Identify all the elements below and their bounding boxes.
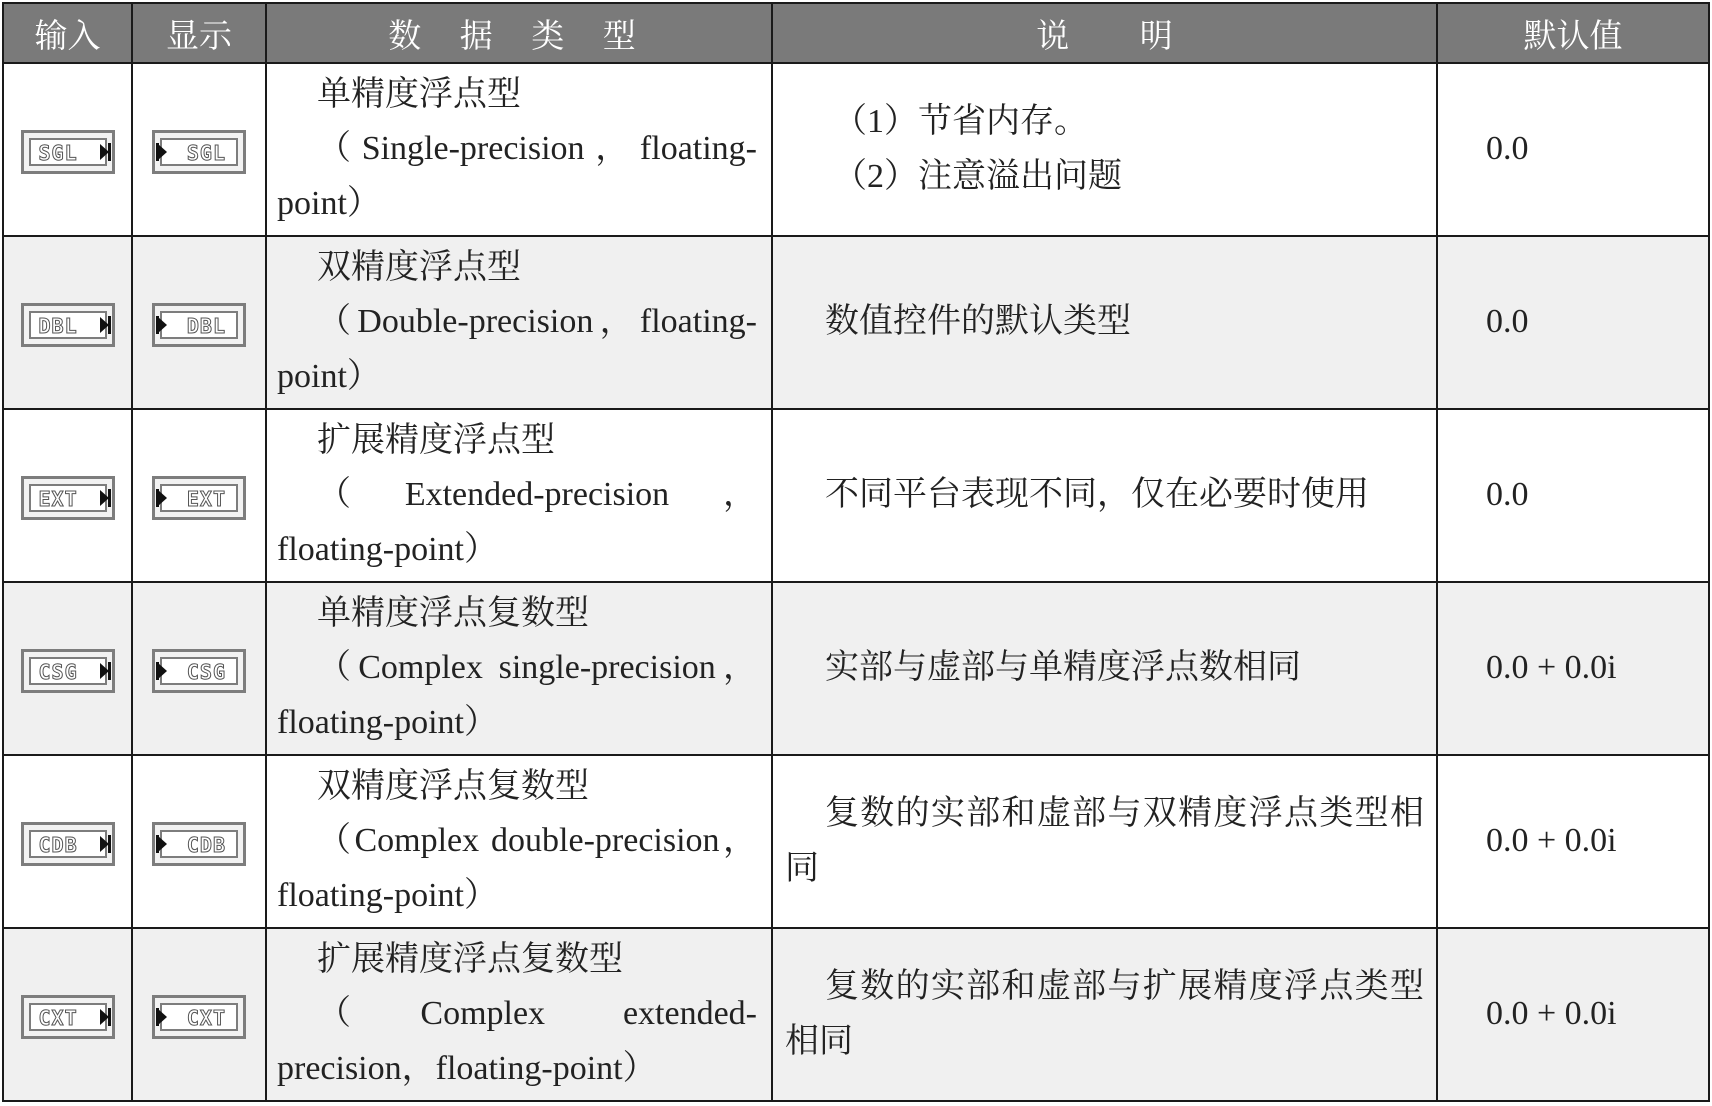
terminal-label: CXT <box>160 1003 238 1031</box>
datatype-cn: 扩展精度浮点复数型 <box>317 940 623 978</box>
default-value: 0.0 + 0.0i <box>1437 755 1709 928</box>
indicator-terminal-icon <box>152 822 246 866</box>
input-cell <box>3 409 132 582</box>
datatype-en: （Complex extended-precision，floating-point） <box>277 995 757 1087</box>
header-default: 默认值 <box>1437 3 1709 63</box>
datatype-cell <box>266 63 772 236</box>
input-cell <box>3 63 132 236</box>
terminal-label: DBL <box>160 311 238 339</box>
description-line: （2）注意溢出问题 <box>833 157 1122 195</box>
description-cell: 复数的实部和虚部与扩展精度浮点类型相同 <box>772 928 1437 1101</box>
table-row <box>3 755 1709 928</box>
input-cell <box>3 928 132 1101</box>
control-terminal-icon <box>21 476 115 520</box>
datatype-cn: 双精度浮点型 <box>317 248 521 286</box>
header-datatype: 数 据 类 型 <box>266 3 772 63</box>
display-cell <box>132 755 266 928</box>
control-terminal-icon <box>21 130 115 174</box>
table-row <box>3 582 1709 755</box>
terminal-label: CSG <box>29 657 107 685</box>
display-cell <box>132 582 266 755</box>
datatype-en: （Complex double-precision，floating-point） <box>277 822 757 914</box>
display-cell <box>132 928 266 1101</box>
datatype-cell <box>266 236 772 409</box>
terminal-label: DBL <box>29 311 107 339</box>
header-row <box>3 3 1709 63</box>
datatype-en: （Complex single-precision，floating-point） <box>277 649 757 741</box>
datatype-cell <box>266 928 772 1101</box>
table-row <box>3 928 1709 1101</box>
default-value: 0.0 <box>1437 63 1709 236</box>
description-cell: 实部与虚部与单精度浮点数相同 <box>772 582 1437 755</box>
header-input: 输入 <box>3 3 132 63</box>
table-row <box>3 63 1709 236</box>
datatype-cell <box>266 409 772 582</box>
indicator-terminal-icon <box>152 995 246 1039</box>
default-value: 0.0 <box>1437 236 1709 409</box>
datatype-cn: 扩展精度浮点型 <box>317 421 555 459</box>
default-value: 0.0 + 0.0i <box>1437 928 1709 1101</box>
indicator-terminal-icon <box>152 649 246 693</box>
terminal-label: CDB <box>160 830 238 858</box>
terminal-label: EXT <box>160 484 238 512</box>
description-cell <box>772 63 1437 236</box>
description-cell: 复数的实部和虚部与双精度浮点类型相同 <box>772 755 1437 928</box>
datatype-en: （Extended-precision，floating-point） <box>277 476 757 568</box>
datatype-cell <box>266 755 772 928</box>
description-line: （1）节省内存。 <box>833 103 1088 141</box>
header-display: 显示 <box>132 3 266 63</box>
table-row <box>3 409 1709 582</box>
control-terminal-icon <box>21 303 115 347</box>
display-cell <box>132 236 266 409</box>
input-cell <box>3 755 132 928</box>
control-terminal-icon <box>21 822 115 866</box>
datatype-cell <box>266 582 772 755</box>
indicator-terminal-icon <box>152 130 246 174</box>
datatype-cn: 双精度浮点复数型 <box>317 767 589 805</box>
terminal-label: EXT <box>29 484 107 512</box>
table-row <box>3 236 1709 409</box>
display-cell <box>132 63 266 236</box>
default-value: 0.0 <box>1437 409 1709 582</box>
terminal-label: CSG <box>160 657 238 685</box>
description-cell: 不同平台表现不同，仅在必要时使用 <box>772 409 1437 582</box>
terminal-label: CDB <box>29 830 107 858</box>
terminal-label: CXT <box>29 1003 107 1031</box>
input-cell <box>3 236 132 409</box>
datatype-cn: 单精度浮点复数型 <box>317 594 589 632</box>
header-description: 说 明 <box>772 3 1437 63</box>
default-value: 0.0 + 0.0i <box>1437 582 1709 755</box>
datatype-en: （Single-precision，floating-point） <box>277 130 757 222</box>
control-terminal-icon <box>21 995 115 1039</box>
terminal-label: SGL <box>160 138 238 166</box>
description-cell: 数值控件的默认类型 <box>772 236 1437 409</box>
indicator-terminal-icon <box>152 303 246 347</box>
datatype-en: （Double-precision，floating-point） <box>277 303 757 395</box>
control-terminal-icon <box>21 649 115 693</box>
display-cell <box>132 409 266 582</box>
indicator-terminal-icon <box>152 476 246 520</box>
terminal-label: SGL <box>29 138 107 166</box>
input-cell <box>3 582 132 755</box>
numeric-types-table <box>2 2 1710 1102</box>
datatype-cn: 单精度浮点型 <box>317 75 521 113</box>
